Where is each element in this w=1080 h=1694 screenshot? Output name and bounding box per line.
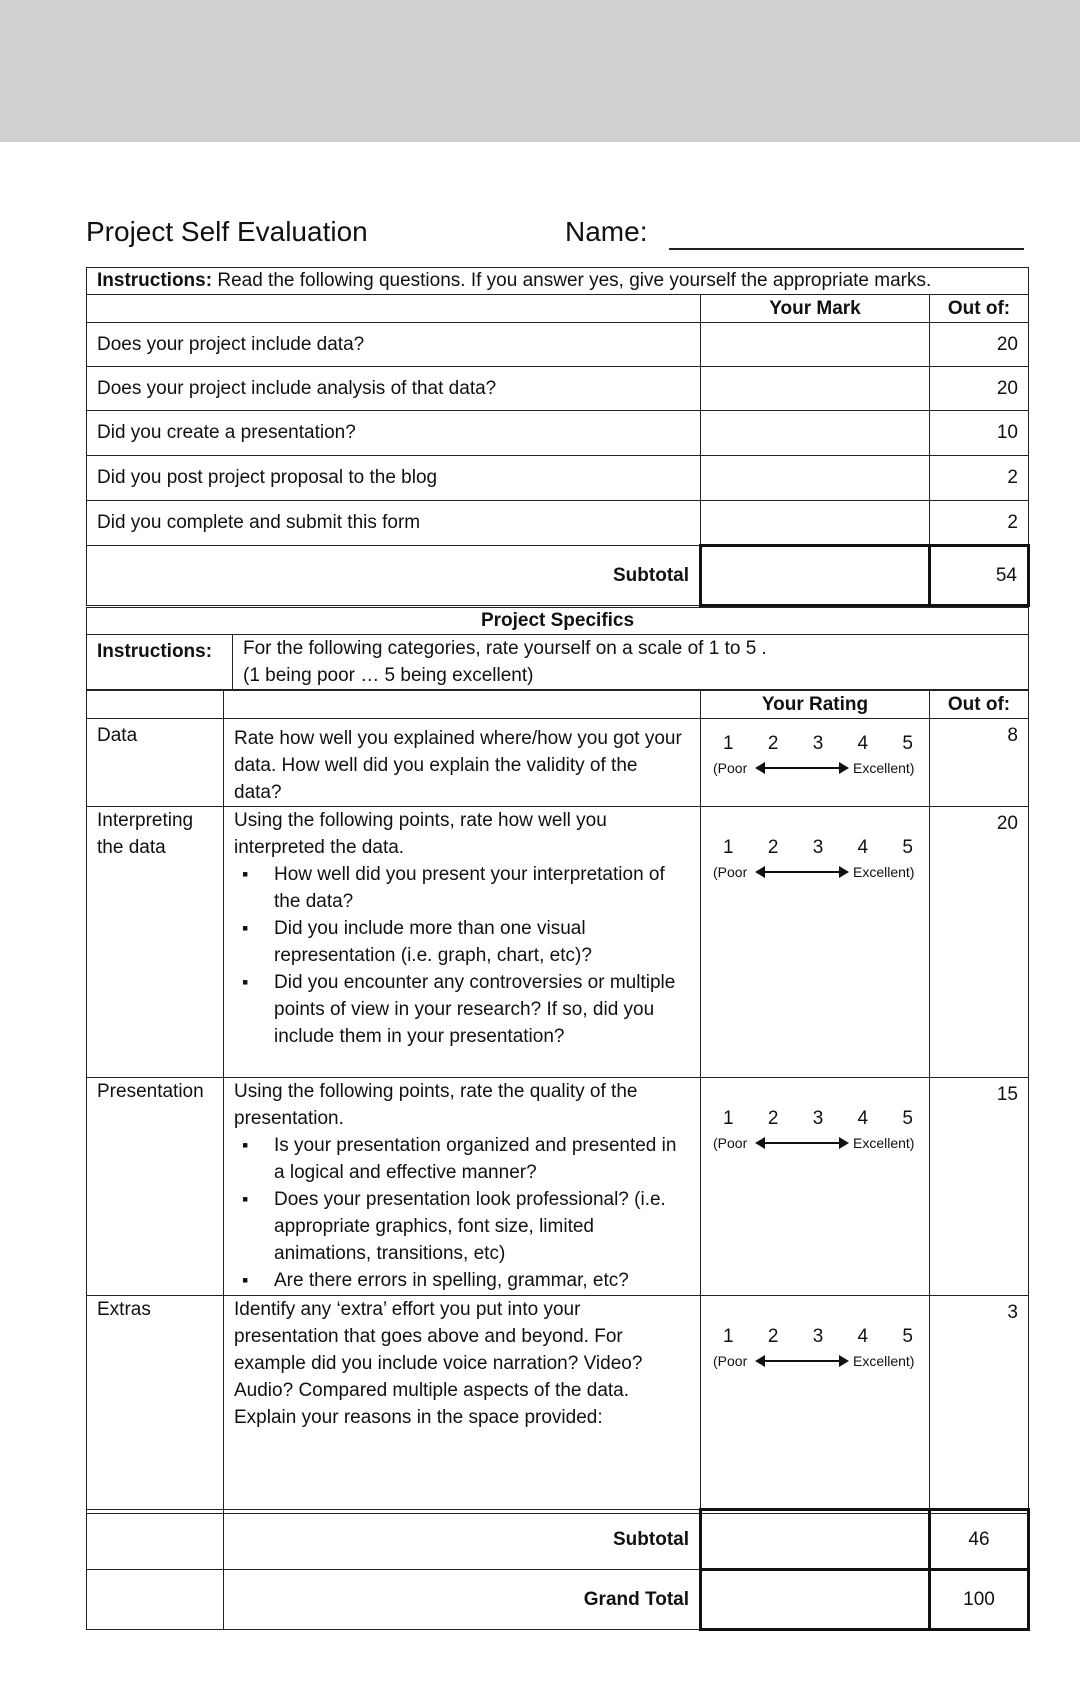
rating-scale[interactable] — [711, 1326, 919, 1376]
category-name: Interpreting the data — [87, 807, 224, 1078]
page-title: Project Self Evaluation — [86, 216, 368, 247]
category-name: Presentation — [87, 1078, 224, 1296]
instructions-label: Instructions: — [97, 270, 213, 291]
instructions-line: (1 being poor … 5 being excellent) — [243, 665, 534, 686]
rating-4[interactable]: 4 — [857, 733, 869, 754]
instructions-label: Instructions: — [87, 635, 233, 690]
poor-label: (Poor — [713, 1135, 748, 1151]
category-name: Data — [87, 719, 224, 807]
question-row — [87, 323, 1029, 367]
out-of-value: 20 — [930, 323, 1029, 367]
subtotal-label: Subtotal — [87, 546, 701, 606]
rating-2[interactable]: 2 — [767, 837, 779, 858]
rating-5[interactable]: 5 — [902, 1108, 913, 1129]
instructions-row — [87, 268, 1029, 295]
name-line[interactable] — [669, 248, 1024, 250]
rating-5[interactable]: 5 — [902, 837, 913, 858]
out-of-value: 15 — [930, 1078, 1029, 1296]
rating-cell[interactable] — [701, 1078, 930, 1296]
grand-total-input-cell[interactable] — [701, 1570, 930, 1630]
question-row — [87, 411, 1029, 456]
category-description: Rate how well you explained where/how you got your data. How well did you explain the validity of the data? — [234, 728, 682, 803]
header-row — [87, 691, 1029, 719]
rating-scale[interactable] — [711, 733, 919, 783]
category-row — [87, 1078, 1029, 1296]
double-arrow-icon — [763, 871, 841, 873]
grand-total-row — [87, 1570, 1029, 1630]
rating-1[interactable]: 1 — [723, 1326, 734, 1347]
top-gray-bar — [0, 0, 1080, 142]
excellent-label: Excellent) — [853, 1135, 915, 1151]
subtotal-row — [87, 546, 1029, 606]
rating-4[interactable]: 4 — [857, 1108, 869, 1129]
instructions-text: Read the following questions. If you answer yes, give yourself the appropriate marks. — [217, 270, 932, 291]
category-description: Identify any ‘extra’ effort you put into your presentation that goes above and beyond. For example did you include voice narration? Video? Audio? Compared multiple aspects of the data. Explain your reasons in the space provided: — [234, 1299, 643, 1428]
category-description: Using the following points, rate the quality of the presentation. — [234, 1081, 638, 1129]
rating-3[interactable]: 3 — [812, 1326, 824, 1347]
grand-total-label: Grand Total — [224, 1570, 701, 1630]
rating-cell[interactable] — [701, 807, 930, 1078]
subtotal-value: 46 — [930, 1510, 1029, 1570]
mark-input-cell[interactable] — [701, 367, 930, 411]
question-row — [87, 367, 1029, 411]
double-arrow-icon — [763, 1142, 841, 1144]
poor-label: (Poor — [713, 864, 748, 880]
double-arrow-icon — [763, 1360, 841, 1362]
your-mark-header: Your Mark — [701, 295, 930, 323]
rating-5[interactable]: 5 — [902, 733, 913, 754]
rating-4[interactable]: 4 — [857, 1326, 869, 1347]
poor-label: (Poor — [713, 760, 748, 776]
form-header — [86, 216, 1028, 256]
category-row — [87, 807, 1029, 1078]
categories-table — [86, 690, 1029, 1514]
out-of-value: 3 — [930, 1296, 1029, 1514]
category-row — [87, 1296, 1029, 1514]
rating-3[interactable]: 3 — [812, 733, 824, 754]
totals-table — [86, 1508, 1030, 1631]
bullet-item: ▪ Is your presentation organized and presented in a logical and effective manner? — [274, 1132, 690, 1186]
rating-scale[interactable] — [711, 1108, 919, 1158]
double-arrow-icon — [763, 767, 841, 769]
excellent-label: Excellent) — [853, 1353, 915, 1369]
out-of-value: 10 — [930, 411, 1029, 456]
instructions-line: For the following categories, rate yourself on a scale of 1 to 5 . — [243, 638, 767, 659]
specifics-instructions-table — [86, 607, 1029, 690]
bullet-item: ▪ How well did you present your interpretation of the data? — [274, 861, 690, 915]
rating-cell[interactable] — [701, 719, 930, 807]
question-row — [87, 456, 1029, 501]
mark-input-cell[interactable] — [701, 456, 930, 501]
rating-cell[interactable] — [701, 1296, 930, 1514]
excellent-label: Excellent) — [853, 864, 915, 880]
question-text: Did you post project proposal to the blog — [87, 456, 701, 501]
category-description: Using the following points, rate how well you interpreted the data. — [234, 810, 607, 858]
rating-1[interactable]: 1 — [723, 1108, 734, 1129]
excellent-label: Excellent) — [853, 760, 915, 776]
name-label: Name: — [565, 216, 648, 247]
poor-label: (Poor — [713, 1353, 748, 1369]
bullet-item: ▪ Are there errors in spelling, grammar, etc? — [274, 1267, 690, 1294]
out-of-value: 20 — [930, 367, 1029, 411]
rating-4[interactable]: 4 — [857, 837, 869, 858]
section-heading: Project Specifics — [87, 608, 1029, 635]
question-row — [87, 501, 1029, 546]
category-row — [87, 719, 1029, 807]
subtotal-input-cell[interactable] — [701, 1510, 930, 1570]
out-of-header: Out of: — [930, 691, 1029, 719]
empty-header-cell — [87, 295, 701, 323]
subtotal-input-cell[interactable] — [701, 546, 930, 606]
mark-input-cell[interactable] — [701, 501, 930, 546]
out-of-value: 2 — [930, 456, 1029, 501]
bullet-list — [234, 861, 690, 1050]
grand-total-value: 100 — [930, 1570, 1029, 1630]
bullet-item: ▪ Did you encounter any controversies or multiple points of view in your research? If so, did you include them in your presentation? — [274, 969, 690, 1050]
mark-input-cell[interactable] — [701, 323, 930, 367]
empty-header-cell — [224, 691, 701, 719]
rating-scale[interactable] — [711, 837, 919, 887]
bullet-item: ▪ Did you include more than one visual representation (i.e. graph, chart, etc)? — [274, 915, 690, 969]
subtotal-label: Subtotal — [224, 1510, 701, 1570]
questions-table — [86, 267, 1030, 607]
question-text: Did you complete and submit this form — [87, 501, 701, 546]
empty-cell — [87, 1570, 224, 1630]
out-of-value: 2 — [930, 501, 1029, 546]
question-text: Did you create a presentation? — [87, 411, 701, 456]
empty-cell — [87, 1510, 224, 1570]
subtotal-row — [87, 1510, 1029, 1570]
header-row — [87, 295, 1029, 323]
bullet-list — [234, 1132, 690, 1294]
rating-2[interactable]: 2 — [767, 1108, 779, 1129]
question-text: Does your project include analysis of that data? — [87, 367, 701, 411]
question-text: Does your project include data? — [87, 323, 701, 367]
rating-2[interactable]: 2 — [767, 1326, 779, 1347]
bullet-item: ▪ Does your presentation look professional? (i.e. appropriate graphics, font size, limited animations, transitions, etc) — [274, 1186, 690, 1267]
rating-3[interactable]: 3 — [812, 837, 824, 858]
rating-5[interactable]: 5 — [902, 1326, 913, 1347]
out-of-value: 20 — [930, 807, 1029, 1078]
rating-3[interactable]: 3 — [812, 1108, 824, 1129]
out-of-value: 8 — [930, 719, 1029, 807]
mark-input-cell[interactable] — [701, 411, 930, 456]
empty-header-cell — [87, 691, 224, 719]
rating-1[interactable]: 1 — [723, 733, 734, 754]
subtotal-value: 54 — [930, 546, 1029, 606]
category-name: Extras — [87, 1296, 224, 1514]
rating-1[interactable]: 1 — [723, 837, 734, 858]
your-rating-header: Your Rating — [701, 691, 930, 719]
out-of-header: Out of: — [930, 295, 1029, 323]
rating-2[interactable]: 2 — [767, 733, 779, 754]
